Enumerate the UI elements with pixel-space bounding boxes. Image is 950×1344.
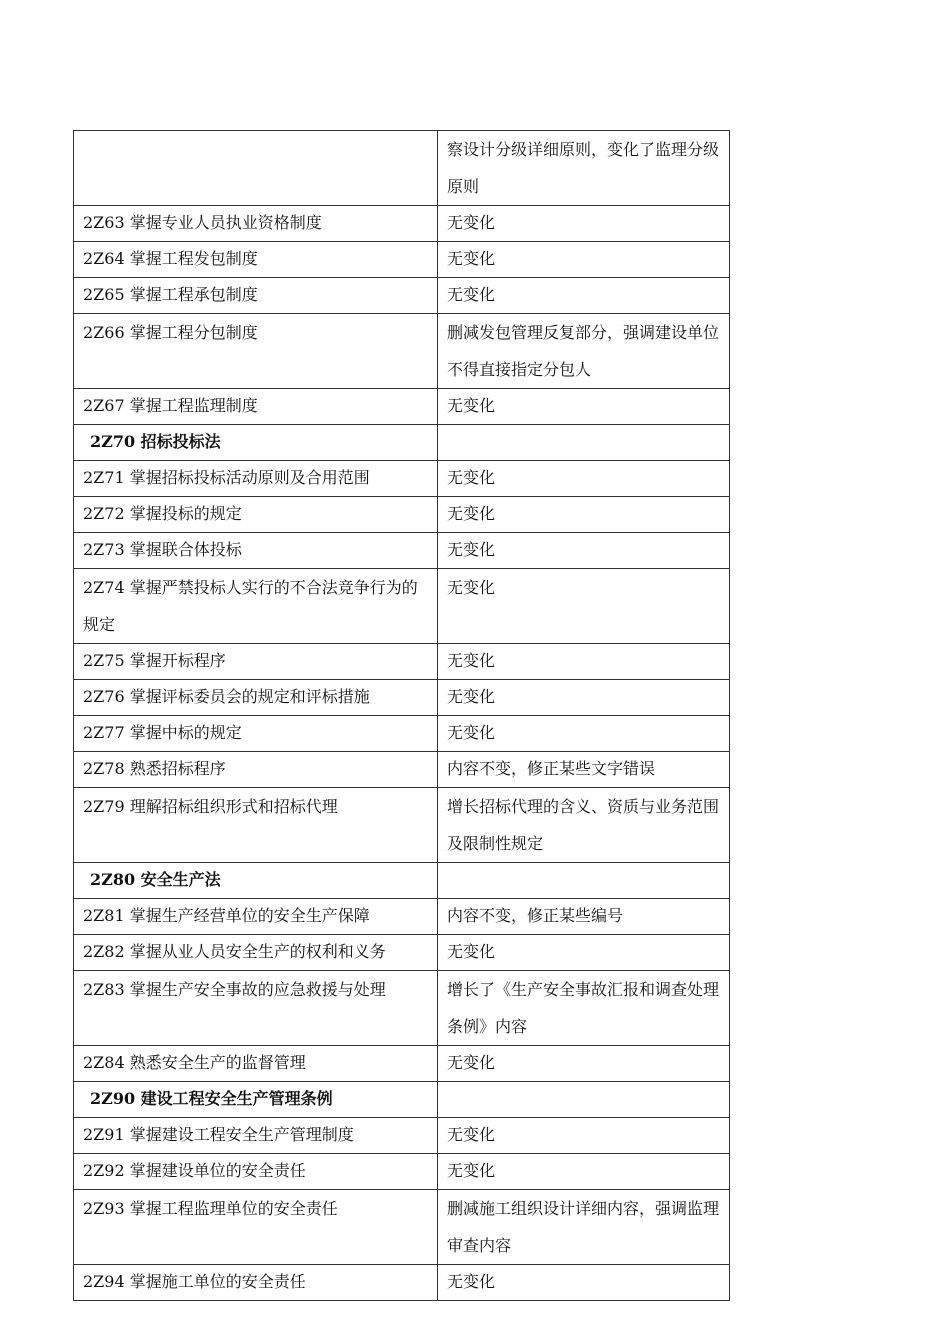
table-row [74, 899, 730, 935]
change-note-text: 无变化 [447, 213, 496, 232]
syllabus-item-text: 2Z94 掌握施工单位的安全责任 [83, 1272, 306, 1291]
change-note-cell [438, 680, 730, 716]
syllabus-item-cell [74, 716, 438, 752]
syllabus-item-cell [74, 314, 438, 389]
table-row [74, 497, 730, 533]
syllabus-item-cell [74, 899, 438, 935]
change-note-text: 无变化 [447, 249, 496, 268]
table-row [74, 644, 730, 680]
syllabus-item-cell [74, 935, 438, 971]
table-row [74, 242, 730, 278]
syllabus-item-text: 2Z75 掌握开标程序 [83, 651, 226, 670]
syllabus-item-cell [74, 206, 438, 242]
table-row [74, 1190, 730, 1265]
change-note-text: 无变化 [447, 1272, 496, 1291]
change-note-text: 无变化 [447, 651, 496, 670]
syllabus-item-text: 2Z72 掌握投标的规定 [83, 504, 242, 523]
change-note-text: 无变化 [447, 396, 496, 415]
change-note-cell [438, 1190, 730, 1265]
syllabus-item-text: 2Z83 掌握生产安全事故的应急救援与处理 [83, 980, 386, 999]
syllabus-item-text: 2Z80 安全生产法 [90, 870, 221, 889]
syllabus-item-cell [74, 497, 438, 533]
change-note-cell [438, 971, 730, 1046]
change-note-text: 无变化 [447, 1125, 496, 1144]
syllabus-item-cell [74, 752, 438, 788]
table-row [74, 461, 730, 497]
change-note-cell [438, 389, 730, 425]
change-note-cell [438, 899, 730, 935]
syllabus-item-cell [74, 131, 438, 206]
syllabus-item-text: 2Z73 掌握联合体投标 [83, 540, 242, 559]
syllabus-item-text: 2Z65 掌握工程承包制度 [83, 285, 258, 304]
table-body [74, 131, 730, 1301]
change-note-text: 无变化 [447, 504, 496, 523]
syllabus-item-text: 2Z78 熟悉招标程序 [83, 759, 226, 778]
change-note-text: 无变化 [447, 578, 496, 597]
syllabus-item-cell [74, 1082, 438, 1118]
table-row [74, 1046, 730, 1082]
change-note-text: 删减发包管理反复部分，强调建设单位不得直接指定分包人 [447, 323, 720, 379]
change-note-cell [438, 425, 730, 461]
syllabus-item-cell [74, 1046, 438, 1082]
table-row [74, 788, 730, 863]
change-note-text: 无变化 [447, 540, 496, 559]
syllabus-item-cell [74, 863, 438, 899]
change-note-cell [438, 461, 730, 497]
syllabus-item-text: 2Z93 掌握工程监理单位的安全责任 [83, 1199, 338, 1218]
syllabus-item-cell [74, 1190, 438, 1265]
syllabus-item-cell [74, 569, 438, 644]
change-note-cell [438, 533, 730, 569]
syllabus-item-text: 2Z63 掌握专业人员执业资格制度 [83, 213, 322, 232]
change-note-text: 删减施工组织设计详细内容，强调监理审查内容 [447, 1199, 720, 1255]
change-note-cell [438, 752, 730, 788]
table-row [74, 569, 730, 644]
syllabus-item-text: 2Z82 掌握从业人员安全生产的权利和义务 [83, 942, 386, 961]
change-note-text: 增长招标代理的含义、资质与业务范围及限制性规定 [447, 797, 720, 853]
syllabus-item-text: 2Z74 掌握严禁投标人实行的不合法竞争行为的规定 [83, 578, 418, 634]
change-note-cell [438, 314, 730, 389]
change-note-text: 增长了《生产安全事故汇报和调查处理条例》内容 [447, 980, 720, 1036]
table-section-row [74, 1082, 730, 1118]
change-note-cell [438, 206, 730, 242]
syllabus-item-text: 2Z66 掌握工程分包制度 [83, 323, 258, 342]
syllabus-item-cell [74, 461, 438, 497]
change-note-text: 察设计分级详细原则，变化了监理分级原则 [447, 140, 720, 196]
change-note-cell [438, 131, 730, 206]
table-row [74, 971, 730, 1046]
syllabus-item-cell [74, 425, 438, 461]
syllabus-item-cell [74, 278, 438, 314]
change-note-cell [438, 1154, 730, 1190]
change-note-cell [438, 788, 730, 863]
change-note-cell [438, 1118, 730, 1154]
syllabus-item-text: 2Z70 招标投标法 [90, 432, 221, 451]
syllabus-item-text: 2Z64 掌握工程发包制度 [83, 249, 258, 268]
syllabus-item-cell [74, 1265, 438, 1301]
table-row [74, 389, 730, 425]
syllabus-item-text: 2Z91 掌握建设工程安全生产管理制度 [83, 1125, 354, 1144]
syllabus-changes-table [73, 130, 730, 1301]
syllabus-item-text: 2Z76 掌握评标委员会的规定和评标措施 [83, 687, 370, 706]
syllabus-item-text: 2Z79 理解招标组织形式和招标代理 [83, 797, 338, 816]
syllabus-item-cell [74, 680, 438, 716]
syllabus-item-cell [74, 1154, 438, 1190]
table-row [74, 716, 730, 752]
change-note-text: 无变化 [447, 468, 496, 487]
change-note-text: 无变化 [447, 1053, 496, 1072]
table-row [74, 680, 730, 716]
change-note-cell [438, 242, 730, 278]
change-note-cell [438, 497, 730, 533]
change-note-cell [438, 935, 730, 971]
table-row [74, 533, 730, 569]
syllabus-item-text: 2Z92 掌握建设单位的安全责任 [83, 1161, 306, 1180]
table-row [74, 314, 730, 389]
syllabus-item-cell [74, 644, 438, 680]
syllabus-item-cell [74, 242, 438, 278]
syllabus-item-cell [74, 788, 438, 863]
change-note-text: 无变化 [447, 942, 496, 961]
syllabus-item-cell [74, 389, 438, 425]
syllabus-item-text: 2Z81 掌握生产经营单位的安全生产保障 [83, 906, 370, 925]
table-row [74, 131, 730, 206]
syllabus-item-text: 2Z90 建设工程安全生产管理条例 [90, 1089, 333, 1108]
change-note-cell [438, 278, 730, 314]
change-note-cell [438, 716, 730, 752]
table-row [74, 278, 730, 314]
syllabus-item-cell [74, 533, 438, 569]
table-row [74, 1118, 730, 1154]
change-note-text: 无变化 [447, 285, 496, 304]
table-row [74, 1154, 730, 1190]
syllabus-item-cell [74, 1118, 438, 1154]
table-row [74, 752, 730, 788]
change-note-text: 内容不变，修正某些文字错误 [447, 759, 656, 778]
change-note-text: 无变化 [447, 723, 496, 742]
table-section-row [74, 863, 730, 899]
change-note-cell [438, 1046, 730, 1082]
table-row [74, 935, 730, 971]
syllabus-item-text: 2Z67 掌握工程监理制度 [83, 396, 258, 415]
table-row [74, 1265, 730, 1301]
change-note-cell [438, 569, 730, 644]
syllabus-item-cell [74, 971, 438, 1046]
change-note-cell [438, 863, 730, 899]
change-note-cell [438, 1082, 730, 1118]
table-section-row [74, 425, 730, 461]
syllabus-item-text: 2Z84 熟悉安全生产的监督管理 [83, 1053, 306, 1072]
change-note-text: 无变化 [447, 1161, 496, 1180]
change-note-text: 无变化 [447, 687, 496, 706]
syllabus-item-text: 2Z71 掌握招标投标活动原则及合用范围 [83, 468, 370, 487]
syllabus-item-text: 2Z77 掌握中标的规定 [83, 723, 242, 742]
change-note-text: 内容不变，修正某些编号 [447, 906, 624, 925]
change-note-cell [438, 644, 730, 680]
change-note-cell [438, 1265, 730, 1301]
table-row [74, 206, 730, 242]
